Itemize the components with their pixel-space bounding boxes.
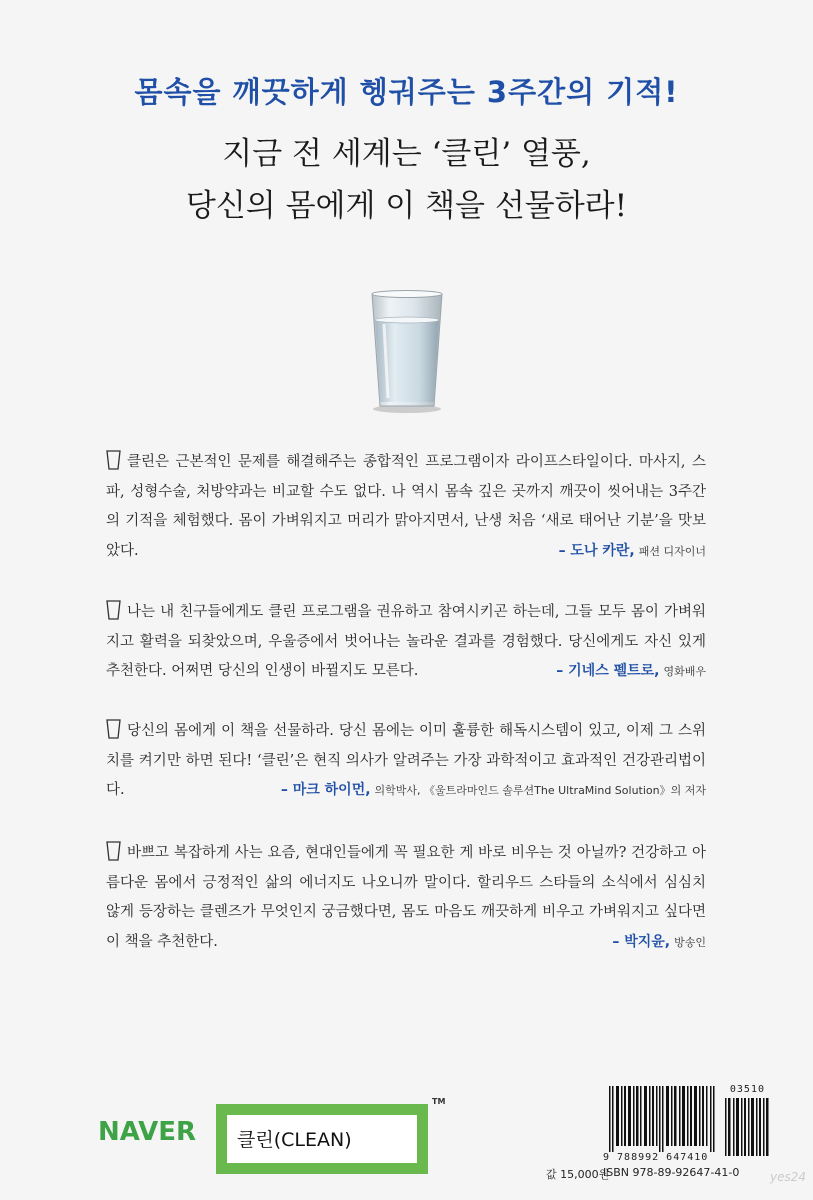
naver-logo: NAVER <box>98 1117 197 1147</box>
subhead-line-2: 당신의 몸에게 이 책을 선물하라! <box>185 188 628 224</box>
quote-mark-hyman <box>106 717 706 806</box>
cup-icon <box>106 719 121 739</box>
quote-text: 클린은 근본적인 문제를 해결해주는 종합적인 프로그램이자 라이프스타일이다. 마사지, 스파, 성형수술, 처방약과는 비교할 수도 없다. 나 역시 몸속 깊은 곳까지 깨끗이 씻어내는 3주간의 기적을 체험했다. 몸이 가벼워지고 머리가 맑아지면서, 난생 처음 ‘새로 태어난 기분’을 맛보았다. <box>106 454 706 559</box>
quote-attribution <box>559 537 706 567</box>
author-role: 방송인 <box>674 935 706 949</box>
barcode-addon-number: 03510 <box>729 1084 765 1095</box>
quote-attribution <box>612 928 706 958</box>
barcode-bars <box>609 1086 719 1152</box>
cup-icon <box>106 450 121 470</box>
price: 값 15,000원 <box>546 1168 610 1181</box>
author-name: – 박지윤, <box>612 933 671 950</box>
author-role: 의학박사, 《울트라마인드 솔루션The UltraMind Solution》의 저자 <box>374 784 706 797</box>
quote-text: 나는 내 친구들에게도 클린 프로그램을 권유하고 참여시키곤 하는데, 그들 모두 몸이 가벼워지고 활력을 되찾았으며, 우울증에서 벗어나는 놀라운 결과를 경험했다. 당신에게도 자신 있게 추천한다. 어쩌면 당신의 인생이 바뀔지도 모른다. <box>106 604 706 679</box>
cup-icon <box>106 841 121 861</box>
quote-gwyneth-paltrow <box>106 598 706 687</box>
quote-attribution <box>556 657 706 687</box>
search-term: 클린(CLEAN) <box>237 1129 352 1151</box>
subhead <box>0 128 813 232</box>
author-name: – 도나 카란, <box>558 542 635 559</box>
cup-icon <box>106 600 121 620</box>
watermark-logo: yes24 <box>770 1170 807 1184</box>
quote-attribution <box>281 776 706 806</box>
isbn-number: ISBN 978-89-92647-41-0 <box>603 1166 740 1179</box>
quote-text: 당신의 몸에게 이 책을 선물하라. 당신 몸에는 이미 훌륭한 해독시스템이 있고, 이제 그 스위치를 켜기만 하면 된다! ‘클린’은 현직 의사가 알려주는 가장 과학적이고 효과적인 건강관리법이다. <box>106 723 706 798</box>
author-role: 패션 디자이너 <box>638 544 706 558</box>
quote-text: 바쁘고 복잡하게 사는 요즘, 현대인들에게 꼭 필요한 게 바로 비우는 것 아닐까? 건강하고 아름다운 몸에서 긍정적인 삶의 에너지도 나오니까 말이다. 할리우드 스타들의 소식에서 심심치 않게 등장하는 클렌즈가 무엇인지 궁금했다면, 몸도 마음도 깨끗하게 비우고 가벼워지고 싶다면 이 책을 추천한다. <box>106 845 706 950</box>
quote-park-jiyoon <box>106 839 706 957</box>
barcode-digits: 9 788992 647410 <box>603 1152 709 1163</box>
quote-donna-karan <box>106 448 706 566</box>
headline: 몸속을 깨끗하게 헹궈주는 3주간의 기적! <box>134 75 679 109</box>
water-glass-icon <box>360 288 454 418</box>
trademark-mark: TM <box>432 1097 446 1106</box>
author-name: – 기네스 펠트로, <box>556 663 660 679</box>
author-role: 영화배우 <box>663 665 706 678</box>
barcode-addon-bars <box>725 1098 769 1156</box>
naver-search-box <box>216 1104 428 1174</box>
author-name: – 마크 하이먼, <box>280 782 371 798</box>
subhead-line-1: 지금 전 세계는 ‘클린’ 열풍, <box>222 136 591 172</box>
